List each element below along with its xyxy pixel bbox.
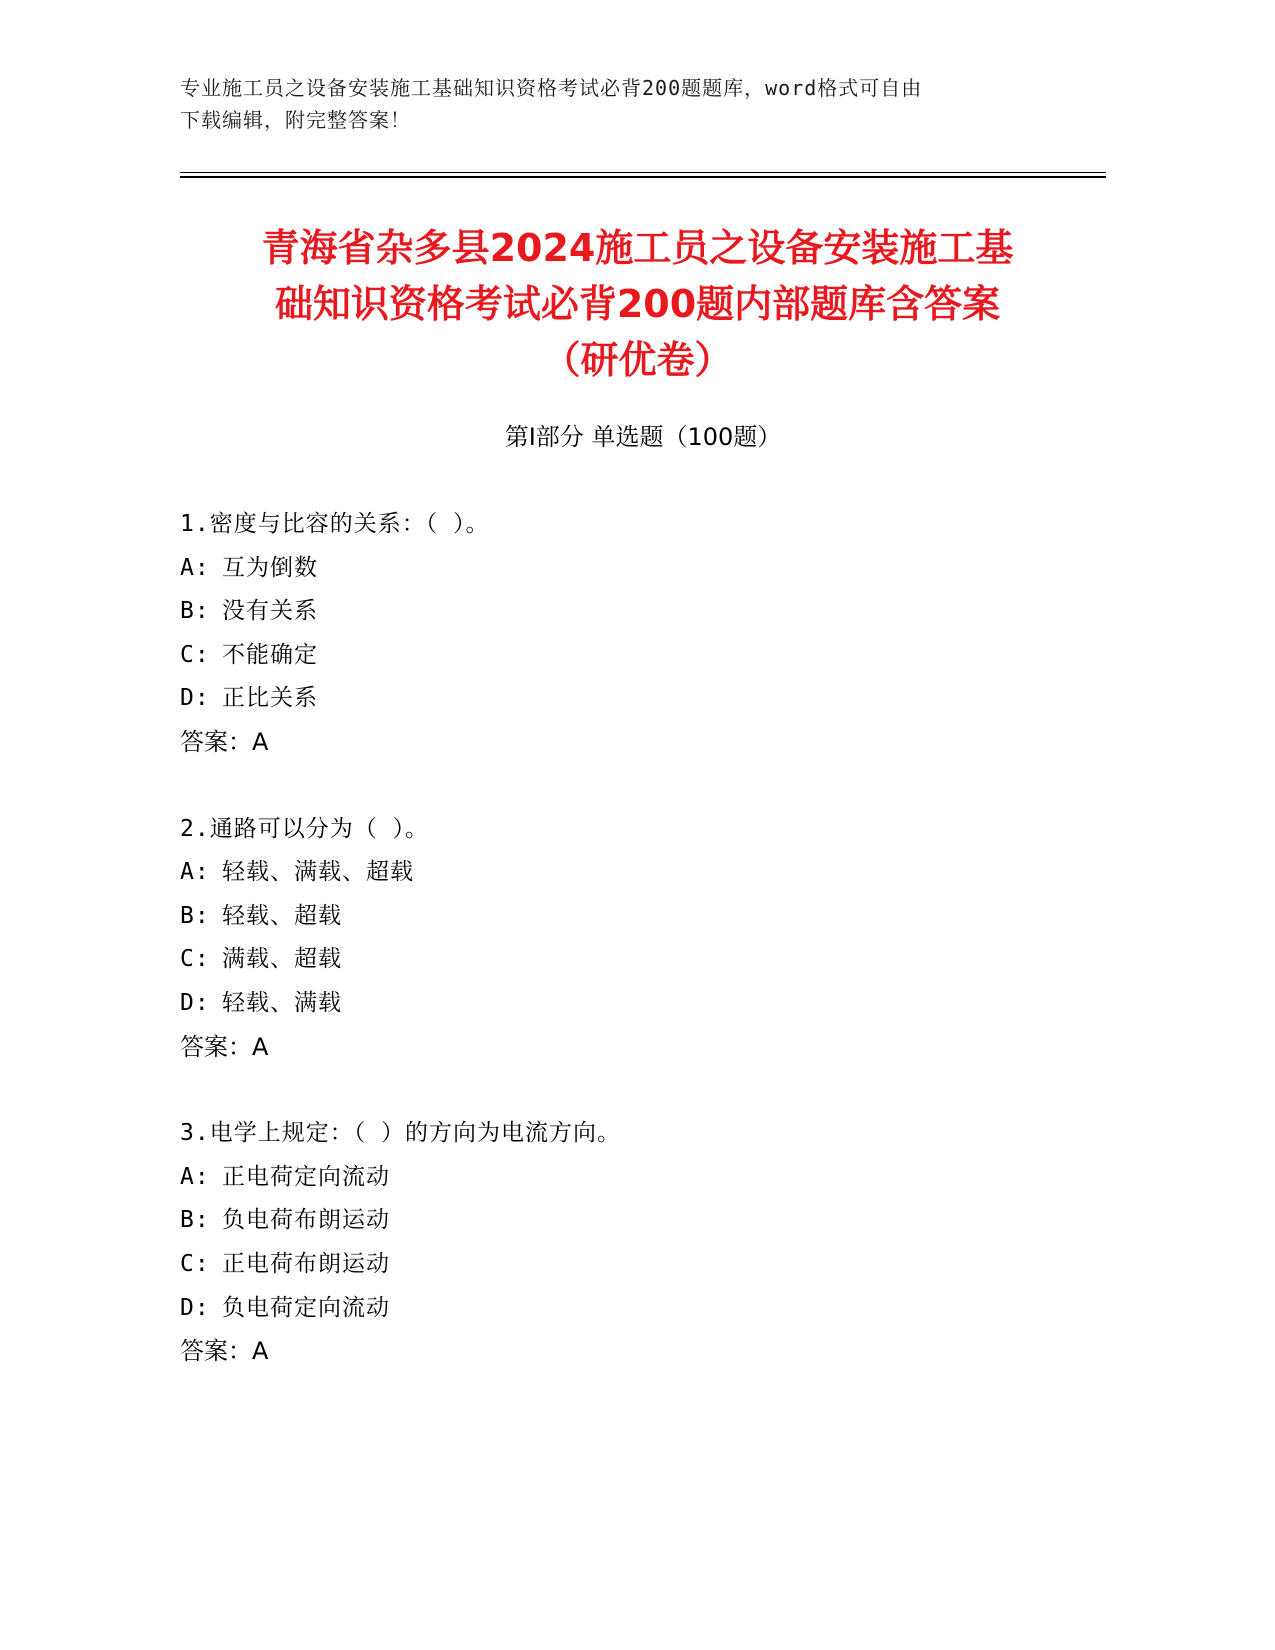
option-letter: A:	[180, 859, 210, 886]
option-letter: A:	[180, 554, 210, 581]
answer-line: 答案：A	[180, 1337, 269, 1366]
option-text: 正电荷布朗运动	[222, 1250, 390, 1277]
document-title-line-2: 础知识资格考试必背200题内部题库含答案	[274, 282, 1001, 326]
option-letter: C:	[180, 1250, 210, 1277]
question-stem: 2.通路可以分为（ ）。	[180, 815, 430, 842]
option-b	[180, 1199, 1106, 1243]
option-text: 不能确定	[222, 641, 318, 668]
option-a	[180, 547, 1106, 591]
question-stem: 1.密度与比容的关系：（ ）。	[180, 511, 490, 537]
option-a	[180, 1156, 1106, 1200]
option-letter: D:	[180, 1294, 210, 1321]
section-heading: 第Ⅰ部分 单选题（100题）	[504, 423, 782, 451]
option-text: 没有关系	[222, 598, 318, 625]
document-title	[160, 220, 1115, 388]
option-d	[180, 677, 1106, 721]
header-rule-thin	[180, 172, 1106, 173]
option-text: 满载、超载	[222, 946, 342, 973]
option-letter: D:	[180, 685, 210, 712]
option-letter: C:	[180, 641, 210, 668]
option-text: 正电荷定向流动	[222, 1163, 390, 1190]
option-c	[180, 634, 1106, 678]
option-letter: D:	[180, 989, 210, 1016]
option-text: 轻载、超载	[222, 902, 342, 929]
header-note-line-2: 下载编辑，附完整答案！	[180, 108, 411, 132]
option-letter: A:	[180, 1163, 210, 1190]
option-d	[180, 982, 1106, 1026]
option-letter: B:	[180, 598, 210, 625]
question-item	[180, 808, 1106, 1070]
option-text: 互为倒数	[222, 554, 318, 581]
option-text: 负电荷定向流动	[222, 1294, 390, 1321]
option-text: 正比关系	[222, 685, 318, 712]
answer-line: 答案：A	[180, 1032, 269, 1061]
option-b	[180, 590, 1106, 634]
option-text: 负电荷布朗运动	[222, 1207, 390, 1234]
option-letter: B:	[180, 902, 210, 929]
question-item	[180, 503, 1106, 765]
question-stem: 3.电学上规定：（ ）的方向为电流方向。	[180, 1120, 622, 1147]
option-c	[180, 1243, 1106, 1287]
answer-line: 答案：A	[180, 727, 269, 756]
option-a	[180, 851, 1106, 895]
document-title-line-3: （研优卷）	[542, 338, 733, 382]
option-c	[180, 938, 1106, 982]
header-note	[180, 72, 1060, 136]
option-b	[180, 895, 1106, 939]
document-title-line-1: 青海省杂多县2024施工员之设备安装施工基	[261, 226, 1014, 270]
option-letter: B:	[180, 1207, 210, 1234]
header-rule-thick	[180, 176, 1106, 178]
question-list	[180, 503, 1106, 1417]
option-letter: C:	[180, 946, 210, 973]
option-text: 轻载、满载	[222, 989, 342, 1016]
option-text: 轻载、满载、超载	[222, 859, 414, 886]
option-d	[180, 1287, 1106, 1331]
header-note-line-1: 专业施工员之设备安装施工基础知识资格考试必背200题题库，word格式可自由	[180, 76, 923, 100]
question-item	[180, 1112, 1106, 1374]
